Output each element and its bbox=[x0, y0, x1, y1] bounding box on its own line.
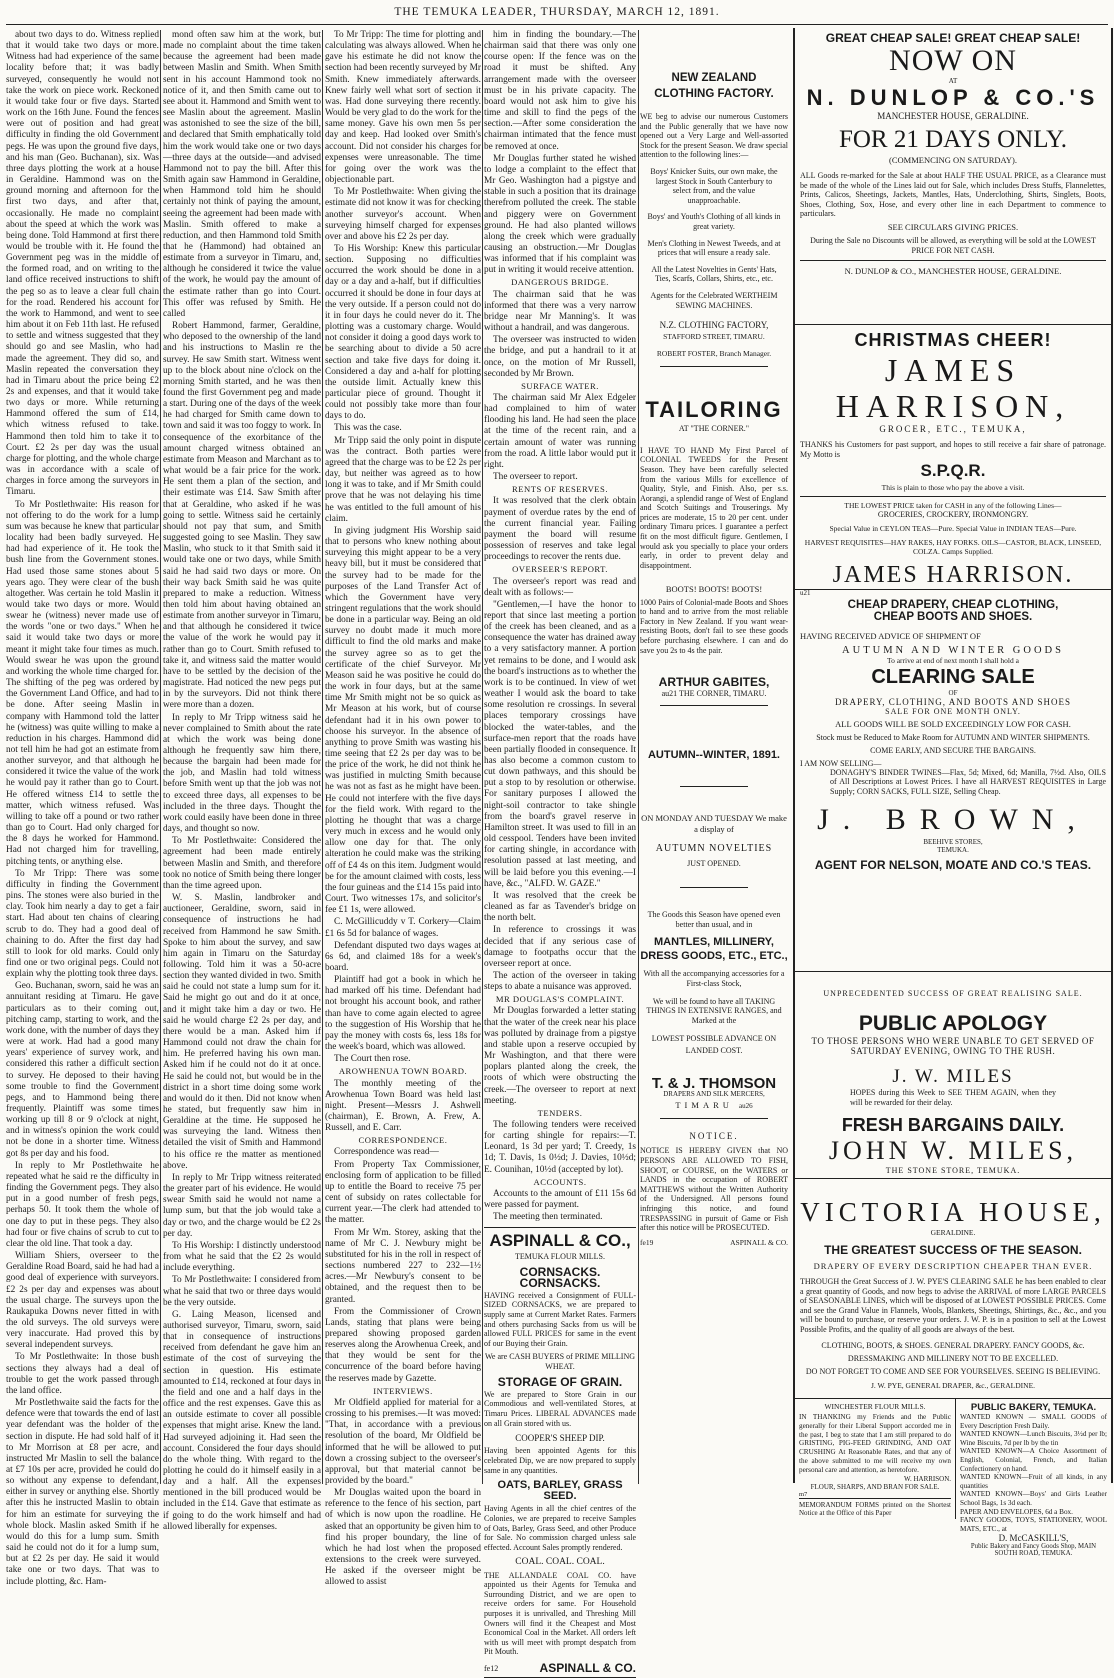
sheep-dip-heading: COOPER'S SHEEP DIP. bbox=[515, 1433, 605, 1444]
column-4 bbox=[484, 30, 636, 1675]
tailoring-title: TAILORING bbox=[645, 396, 783, 422]
aspinall-sub: TEMUKA FLOUR MILLS. bbox=[514, 1252, 605, 1262]
bakery-w4: WANTED KNOWN—Fruit of all kinds, in any quantities bbox=[960, 1473, 1107, 1490]
paragraph: William Shiers, overseer to the Geraldine Road Board, said he had had a good deal of experience with surveyors. £2 2s per day and expenses was about the usual charge. The surveys upon the Raukapuka Downs never fitted in with the old surveys. The old surveys were very inaccurate. Had proved this by several independent surveys. bbox=[6, 1251, 159, 1351]
nz-item: All the Latest Novelties in Gents' Hats, Ties, Scarfs, Collars, Shirts, etc., etc. bbox=[651, 264, 777, 284]
boots-title: BOOTS! BOOTS! BOOTS! bbox=[665, 584, 763, 595]
paragraph: From the Commissioner of Crown Lands, stating that plans were being prepared showing proposed garden reserves along the Arowhenua Creek, and that they would be sent for the concurrence of the board before having the reserves made by Gazette. bbox=[325, 1306, 481, 1384]
nz-clothing-ad bbox=[640, 70, 788, 360]
aw-novelties: AUTUMN NOVELTIES bbox=[655, 842, 773, 854]
dunlop-days: FOR 21 DAYS ONLY. bbox=[838, 126, 1068, 153]
section-heading: AROWHENUA TOWN BOARD. bbox=[338, 1066, 468, 1077]
aw-p4: We will be found to have all TAKING THINGS IN EXTENSIVE RANGES, and Marked at the bbox=[646, 996, 782, 1025]
nz-item: Boys' Knicker Suits, our own make, the largest Stock in South Canterbury to select from, and the value unapproachable. bbox=[650, 166, 778, 205]
victoria-name: VICTORIA HOUSE, bbox=[800, 1197, 1106, 1227]
brown-ad bbox=[795, 590, 1111, 972]
victoria-line3: DO NOT FORGET TO COME AND SEE FOR YOURSELVES. SEEING IS BELIEVING. bbox=[805, 1366, 1101, 1376]
harrison-code: u21 bbox=[800, 589, 811, 598]
harrison-motto: S.P.Q.R. bbox=[920, 461, 986, 481]
miles-store: THE STONE STORE, TEMUKA. bbox=[885, 1166, 1021, 1176]
paragraph: Mr Oldfield applied for material for a crossing to his premises.—It was moved: "That, in accordance with a previous resolution of the board, Mr Oldfield be informed that he will be allowed to put down a crossing subject to the overseer's approval, but that material cannot be provided by the board." bbox=[325, 1397, 481, 1486]
harrison-special: Special Value in CEYLON TEAS—Pure. Special Value in INDIAN TEAS—Pure. bbox=[829, 524, 1077, 534]
column-divider bbox=[322, 30, 323, 1484]
harrison-lines: GROCERIES, CROCKERY, IRONMONGRY. bbox=[877, 510, 1029, 520]
bakery-w6: PAPER AND ENVELOPES, 6d a Box. bbox=[960, 1507, 1073, 1516]
brown-p12: DONAGHY'S BINDER TWINES—Flax, 5d; Mixed, 6d; Manilla, 7½d. Also, OILS of All Descriptions at Lowest Prices. I have all HARVEST REQUISITES in Large Supply; CORN SACKS, FULL SIZE, Selling Cheap. bbox=[830, 767, 1106, 796]
section-heading: INTERVIEWS. bbox=[373, 1385, 433, 1396]
paragraph: Geo. Buchanan, sworn, said he was an annuitant residing at Timaru. He gave particulars as to their coming out, pitching camp, starting to work, and the work done, with the number of days they were at work. Had had a good many years' experience of survey work, and considered this rather a difficult section to survey. He deposed to their having some trouble to find the Government pegs, and to Hammond being there frequently. Plaintiff was some times working up till 8 or 9 o'clock at night, and in witness's opinion the work could not be done in a shorter time. Witness got 8s per day and his food. bbox=[6, 981, 159, 1159]
harrison-trade: GROCER, ETC., TEMUKA, bbox=[879, 424, 1027, 434]
thomson-sub: DRAPERS AND SILK MERCERS, bbox=[663, 1089, 765, 1098]
dunlop-ad bbox=[795, 28, 1111, 325]
paragraph: G. Laing Meason, licensed and authorised surveyor, Timaru, sworn, said that in consequence of instructions received from defendant he gave him an estimate of the cost of surveying the section in question. His estimate amounted to £14, reckoned at four days in the field and one and a half days in the office and the rest expenses. Gave this as an outside estimate to cover all possible expenses that might arise. Knew the land. Had surveyed adjoining it. Had seen the account. Considered the four days should do the whole thing. With regard to the plotting he could do it himself easily in a day and a half. All the expenses mentioned in the bill produced would be included in the £14. Gave that estimate as if going to do the work himself and had allowed liberally for expenses. bbox=[163, 1309, 321, 1532]
paragraph: In reply to Mr Tripp witness reiterated the greater part of his evidence. He would swear Smith said he would not name a lump sum, but that the job would take a day or two, and the charge would be £2 2s per day. bbox=[163, 1172, 321, 1239]
gabites-name: ARTHUR GABITES, bbox=[658, 675, 770, 690]
dunlop-at: AT bbox=[948, 77, 958, 85]
section-heading: SURFACE WATER. bbox=[521, 380, 599, 391]
harrison-lowest: THE LOWEST PRICE taken for CASH in any of the following Lines— bbox=[844, 501, 1062, 511]
dunlop-circulars: SEE CIRCULARS GIVING PRICES. bbox=[887, 221, 1019, 232]
paragraph: It was resolved that the creek be cleaned as far as Tavender's bridge on the north belt. bbox=[484, 890, 636, 924]
brown-clearing: CLEARING SALE bbox=[871, 666, 1035, 688]
dunlop-sign: N. DUNLOP & CO., MANCHESTER HOUSE, GERALDINE. bbox=[844, 266, 1062, 277]
paragraph: Mr Postlethwaite said the facts for the defence were that towards the end of last year defendant was the holder of the section in dispute. He had sold half of it to Mr Morrison at £8 per acre, and instructed Mr Maslin to sell the balance at £7 10s per acre, provided he could do so without any expense to defendant, either in survey or anything else. Shortly after this he instructed Maslin to obtain for him an estimate for surveying the whole block. Maslin asked Smith if he would do this for a lump sum. Smith said he could not do it for a lump sum, but at £2 2s per day. He said it would take one or two days. That was to include plotting, &c. Ham- bbox=[6, 1398, 159, 1587]
paragraph: The overseer to report. bbox=[493, 472, 578, 483]
cornsacks-text: HAVING received a Consignment of FULL-SIZED CORNSACKS, we are prepared to supply same at Current Market Rates. Farmers and others purchasing Sacks from us will be allowed FULL PRICES for same in the event of our Buying their Grain. bbox=[484, 1290, 636, 1348]
tailoring-body: I HAVE TO HAND My First Parcel of COLONIAL TWEEDS for the Present Season. They have been carefully selected from the various Mills for excellence of Quality, Style, and Finish. Also, per s.s. Aorangi, a splendid range of West of England and Scotch Suitings and Trouserings. My prices are moderate, 15 to 20 per cent. under ordinary Timaru prices. I guarantee a perfect fit on the most difficult figure. Gentlemen, I would ask you specially to place your orders early, in order to prevent delay and disappointment. bbox=[640, 445, 788, 570]
column-divider bbox=[638, 30, 639, 1484]
harrison-plain: This is plain to those who pay the above a visit. bbox=[881, 483, 1025, 493]
paragraph: about two days to do. Witness replied that it would take two days or more. Witness had had experience of the same locality before that; it was badly surveyed, consequently he would not take the work on piece work. Reckoned it would take four or five days. Started work on the 16th June. Found the fences were out of position and had great difficulty in finding the old Government pegs. He was upon the ground five days, and his man (Geo. Buchanan), six. Was three days plotting the work at a house in Geraldine. Hammond was on the ground morning and afternoon for the first two days, and after that, occasionally. He made no complaint about the speed at which the work was being done. Told Hammond at first there would be trouble with it. He found the Government peg was in the middle of the formed road, and on writing to the land office received instructions to shift the peg so as to leave a clear full chain for the road. Rendered his account for the work to Hammond, and went to see him about it on Feb 11th last. He refused to settle and witness suggested that they should go and see Maslin, who had made the agreement. They did so, and Maslin repeated the conversation they had in Timaru about the price being £2 2s and expenses, and that it would take two days or more. While returning Hammond offered the sum of £14, which witness refused to take. Hammond then told him to take it to Court. £2 2s per day was the usual charge for plotting, and the whole charge was in accordance with a scale of charges in force among the surveyors in Timaru. bbox=[6, 30, 159, 498]
dunlop-top: GREAT CHEAP SALE! GREAT CHEAP SALE! bbox=[825, 31, 1081, 45]
aw-p3: With all the accompanying accessories for a First-class Stock, bbox=[643, 969, 785, 989]
nz-item: Boys' and Youth's Clothing of all kinds in great variety. bbox=[647, 212, 781, 231]
notice-ad bbox=[640, 1131, 788, 1248]
harrison-harvest: HARVEST REQUISITES—HAY RAKES, HAY FORKS. OILS—CASTOR, BLACK, LINSEED, COLZA. Camps Supplied. bbox=[804, 538, 1102, 557]
victoria-line2: DRESSMAKING AND MILLINERY NOT TO BE EXCELLED. bbox=[847, 1353, 1059, 1363]
mills-ad bbox=[795, 1399, 956, 1519]
section-heading: DANGEROUS BRIDGE. bbox=[511, 277, 609, 288]
paragraph: Robert Hammond, farmer, Geraldine, who deposed to the ownership of the land and his instructions to Maslin re the survey. He saw Smith start. Witness went up to the block about nine o'clock on the morning Smith started, and he was then found the first Government peg and made a start. During one of the days of the week he had charged for Smith came down to town and said it was too foggy to work. In consequence of the exorbitance of the amount charged witness obtained an estimate from Meason and Marchant as to what would be a fair price for the work. He sent them a plan of the section, and their estimate was £14. Saw Smith after that at Geraldine, who asked if he was going to settle. Witness said he certainly should not pay that sum, and Smith suggested going to see Maslin. They saw Maslin, who stuck to it that Smith said it would take one or two days, while Smith said he had said two days or more. On their way back Smith said he was quite prepared to make a reduction. Witness then told him about having obtained an estimate from another surveyor in Timaru, and that although he considered it twice the value of the work he would pay it rather than go to Court. Smith refused to take it, and witness said the matter would have to be settled by the decision of the magistrate. Had noticed the new pegs put in by the surveyors. Did not think there were more than a dozen. bbox=[163, 321, 321, 711]
nz-item: Men's Clothing in Newest Tweeds, and at prices that will ensure a ready sale. bbox=[647, 238, 781, 258]
miles-jw: J. W. MILES bbox=[892, 1066, 1014, 1087]
column-5 bbox=[640, 30, 788, 1482]
notice-sign: ASPINALL & CO. bbox=[730, 1237, 788, 1247]
bakery-w5: WANTED KNOWN—Boys' and Girls Leather School Bags, 1s 3d each. bbox=[960, 1490, 1107, 1507]
notice-title: NOTICE. bbox=[689, 1131, 739, 1142]
brown-p10: COME EARLY, AND SECURE THE BARGAINS. bbox=[870, 745, 1036, 755]
aw-p2: The Goods this Season have opened even better than usual, and in bbox=[647, 910, 781, 929]
miles-apology: PUBLIC APOLOGY bbox=[858, 1012, 1048, 1035]
paragraph: From Mr Wm. Storey, asking that the name of Mr C. J. Newbury might be substituted for his in the roll in respect of sections numbered 227 to 232—1½ acres.—Mr Newbury's consent to be obtained, and the request then to be granted. bbox=[325, 1227, 481, 1305]
section-heading: CORRESPONDENCE. bbox=[358, 1135, 448, 1146]
bakery-w3: WANTED KNOWN—A Choice Assortment of English, Colonial, French, and Italian Confectionery on hand. bbox=[960, 1447, 1107, 1473]
column-3 bbox=[325, 30, 481, 1588]
oats-text: Having Agents in all the chief centres of the Colonies, we are prepared to receive Samples of Oats, Barley, Grass Seed, and other Produce for Sale. No commission charged unless sale effected. Account Sales promptly rendered. bbox=[484, 1504, 636, 1552]
brown-p2: AUTUMN AND WINTER GOODS bbox=[842, 645, 1064, 656]
brown-p8: ALL GOODS WILL BE SOLD EXCEEDINGLY LOW FOR CASH. bbox=[835, 719, 1071, 729]
mills-code: m7 bbox=[799, 1490, 808, 1498]
brown-p11: I AM NOW SELLING— bbox=[800, 758, 882, 768]
paragraph: Correspondence was read— bbox=[334, 1147, 439, 1158]
aspinall-code: fe12 bbox=[484, 1663, 499, 1673]
brown-agent: AGENT FOR NELSON, MOATE AND CO.'S TEAS. bbox=[814, 858, 1092, 873]
autumn-winter-ad bbox=[640, 750, 788, 1112]
aw-body: ON MONDAY AND TUESDAY We make a display of bbox=[641, 812, 787, 834]
dunlop-body: ALL Goods re-marked for the Sale at about HALF THE USUAL PRICE, as a Clearance must be made of the whole of the Lines laid out for Sale, which includes Dress Stuffs, Flannelettes, Prints, Calicos, Sheetings, Jackets, Mantles, Hats, Underclothing, Shirts, Singlets, Boots, Shoes, Clothing, Sox, Hose, and every other line in each Department to commence to particulars. bbox=[800, 171, 1106, 219]
section-heading: MR DOUGLAS'S COMPLAINT. bbox=[495, 994, 625, 1005]
brown-name: J. BROWN, bbox=[817, 803, 1089, 837]
brown-p3: To arrive at end of next month I shall hold a bbox=[887, 656, 1019, 665]
column-4-text bbox=[484, 30, 636, 1223]
brown-p6: DRAPERY, CLOTHING, AND BOOTS AND SHOES bbox=[834, 697, 1072, 707]
section-heading: OVERSEER'S REPORT. bbox=[512, 564, 608, 575]
paragraph: From Property Tax Commissioner, enclosing form of application to be filled up to entitle the Board to receive 75 per cent of subsidy on rates collectable for current year.—The clerk had attended to the matter. bbox=[325, 1159, 481, 1226]
paragraph: W. S. Maslin, landbroker and auctioneer, Geraldine, sworn, said in consequence of instructions he had received from Hammond he saw Smith. Spoke to him about the survey, and saw him again in Timaru on the Saturday following. Told him it was a 50-acre section they wanted divided in two. Smith said he could not state a lump sum for it. Said he might go out and do it at once, and it might take him a day or two. He said he would charge £2 2s per day, and there would be a man. Asked him if Hammond could not draw the chain for him. He preferred having his own man. Asked him if he could not do it at once. He said he could not, but would be in the district in a short time doing some work and would do it then. Did not know when he stated, but frequently saw him in Geraldine at the time. He supposed he was surveying the land. Witness then detailed the visit of Smith and Hammond to his office re the matter as mentioned above. bbox=[163, 893, 321, 1171]
brown-of: OF bbox=[948, 689, 958, 697]
storage-heading: STORAGE OF GRAIN. bbox=[497, 1374, 623, 1389]
victoria-sign: J. W. PYE, GENERAL DRAPER, &c., GERALDINE. bbox=[870, 1380, 1036, 1390]
paragraph: The overseer was instructed to widen the bridge, and put a handrail to it at once, on the motion of Mr Russell, seconded by Mr Brown. bbox=[484, 335, 636, 379]
brown-p9: Stock must be Reduced to Make Room for AUTUMN AND WINTER SHIPMENTS. bbox=[816, 733, 1090, 742]
coal-heading: COAL. COAL. COAL. bbox=[515, 1557, 605, 1568]
paragraph: The overseer's report was read and dealt with as follows:— bbox=[484, 576, 636, 598]
nz-body: WE beg to advise our numerous Customers and the Public generally that we have now opened out a Very Large and Well-assorted Stock for the present Season. We draw special attention to the following lines:— bbox=[640, 112, 788, 160]
bakery-title: PUBLIC BAKERY, TEMUKA. bbox=[970, 1402, 1097, 1413]
bakery-addr: Public Bakery and Fancy Goods Shop, MAIN SOUTH ROAD, TEMUKA. bbox=[970, 1543, 1097, 1558]
paragraph: "Gentlemen,—I have the honor to report that since last meeting a portion of the creek has been cleaned, and as a consequence the water has drained away to a very satisfactory manner. A portion yet remains to be done, and I would ask the board's instructions as to whether the work is to be continued. In view of wet weather I would ask the board to take some resolution re crossings. In several places temporary crossings have blocked the water-tables, and the surface-men report that the roads have been partially flooded in consequence. It has also become a common custom to cut down pathways, and this should be put a stop to by resolution or otherwise. For sanitary purposes I allowed the night-soil contractor to take shingle from the board's gravel reserve in Hamilton street. It was used to fill in an old cesspool. Tenders have been invited for carting shingle, in accordance with resolution passed at last meeting, and will be laid before you this evening.—I have, &c., "ALFD. W. GAZE." bbox=[484, 599, 636, 889]
paragraph: It was resolved that the clerk obtain payment of overdue rates by the end of the current financial year. Failing payment the board will resume possession of reserves and take legal proceedings to recover the rents due. bbox=[484, 496, 636, 563]
aw-p5: LOWEST POSSIBLE ADVANCE ON LANDED COST. bbox=[651, 1034, 777, 1055]
column-divider bbox=[160, 30, 161, 1484]
paragraph: The following tenders were received for carting shingle for repairs:—T. Leonard, 1s 3d per yard; T. Creedy, 1s 1d; T. Davis, 1s 0½d; J. Davies, 10½d; E. Counihan, 10½d (accepted by lot). bbox=[484, 1120, 636, 1175]
cash-buyers-text: We are CASH BUYERS of PRIME MILLING WHEAT. bbox=[484, 1352, 635, 1372]
column-1 bbox=[6, 30, 159, 1587]
nz-title: NEW ZEALAND CLOTHING FACTORY. bbox=[654, 72, 774, 100]
paragraph: Accounts to the amount of £11 15s 6d were passed for payment. bbox=[484, 1188, 636, 1211]
bakery-ad bbox=[956, 1399, 1111, 1558]
paragraph: To Mr Postlethwaite: I considered from what he said that two or three days would be the very outside. bbox=[163, 1275, 321, 1308]
bakery-w7: FANCY GOODS, TOYS, STATIONERY, WOOL MATS, ETC., at bbox=[960, 1516, 1107, 1533]
mills-body: IN THANKING my Friends and the Public generally for their Liberal Support accorded me in the past, I beg to state that I am still prepared to do GRISTING, PIG-FEED GRINDING, AND OAT CRUSHING At Reasonable Rates, and that any of the above submitted to me will receive my own personal care and attention, as heretofore. bbox=[799, 1413, 951, 1474]
paragraph: The meeting then terminated. bbox=[493, 1212, 603, 1223]
bakery-name: D. McCASKILL'S, bbox=[998, 1533, 1069, 1544]
brown-town: TEMUKA. bbox=[937, 846, 969, 855]
paragraph: To Mr Postlethwaite: His reason for not offering to do the work for a lump sum was because he knew that particular locality had been badly surveyed. He had had experience of it. He took the bush line from the Government stones. Had used those same stones about 5 years ago. They were clear of the bush altogether. Was certain he told Maslin it would take two days or more. Would swear he (witness) never made use of the words "one or two days." When he said it would take two days or more meant it might take four times as much. Would swear he was upon the ground and working the whole time charged for. The shifting of the peg was ordered by the Government Land Office, and had to be done. After seeing Maslin in company with Hammond told the latter he (witness) was quite willing to make a reduction in his charges. Hammond did not tell him he had got an estimate from another surveyor, and that although he considered it twice the value of the work he would pay it rather than go to Court. He offered witness £14 to settle the matter, which witness refused. Was willing to take off a pound or two rather than go to Court. Had only charged for the 8 days he worked for Hammond. Had not charged him for travelling, pitching tents, or anything else. bbox=[6, 499, 159, 867]
tailoring-ad bbox=[640, 397, 788, 700]
brown-h1: CHEAP DRAPERY, CHEAP CLOTHING, bbox=[847, 599, 1059, 611]
memo-forms: MEMORANDUM FORMS printed on the Shortest Notice at the Office of this Paper bbox=[799, 1498, 951, 1518]
paragraph: The Court then rose. bbox=[334, 1054, 411, 1065]
paragraph: To Mr Tripp: The time for plotting and calculating was always allowed. When he gave his estimate he did not know the section had been recently surveyed by Mr Smith. Knew immediately afterwards. Knew fairly well what sort of section it was. Had done surveying there recently. Would be very glad to do the work for the same money. Gave his own men 5s per day and keep. Had looked over Smith's account. Did not consider his charges for expenses were unreasonable. The time for going over the work was the objectionable part. bbox=[325, 30, 481, 186]
mills-flour: FLOUR, SHARPS, AND BRAN FOR SALE. bbox=[810, 1482, 940, 1491]
paragraph: The action of the overseer in taking steps to abate a nuisance was approved. bbox=[484, 970, 636, 993]
bakery-w2: WANTED KNOWN—Lunch Biscuits, 3½d per lb; Wine Biscuits, 7d per lb by the tin bbox=[960, 1430, 1107, 1447]
nz-items bbox=[640, 167, 788, 310]
miles-name: JOHN W. MILES, bbox=[828, 1136, 1078, 1166]
paragraph: Mr Tripp said the only point in dispute was the contract. Both parties were agreed that the charge was to be £2 2s per day, but neither was agreed as to how long it was to take, and if Mr Smith could prove that he was not delaying his time he was entitled to the full amount of his claim. bbox=[325, 435, 481, 524]
paragraph: The monthly meeting of the Arowhenua Town Board was held last night. Present—Messrs J. Ashwell (chairman), E. Brown, A. Frew, A. Russell, and E. Carr. bbox=[325, 1078, 481, 1134]
tailoring-sub: AT "THE CORNER." bbox=[678, 423, 750, 433]
coal-text: THE ALLANDALE COAL CO. have appointed us their Agents for Temuka and Surrounding District, and we are open to receive orders for same. For Household purposes it is unrivalled, and Threshing Mill Owners will find it the Cheapest and Most Economical Coal in the Market. All orders left with us will meet with prompt despatch from Pit Mouth. bbox=[484, 1570, 636, 1657]
paragraph: In giving judgment His Worship said that to persons who knew nothing about surveying this might appear to be a very heavy bill, but it must be considered that the survey had to be made for the purposes of the Land Transfer Act of which the Government have very stringent regulations that the work should be done in a particular way. Being an old survey no doubt made it much more difficult to find the old marks and make the survey agree so as to get the certificate of the chief Surveyor. Mr Meason said he was positive he could do the work in four days, but at the same time Mr Smith might not be so quick as Mr Meason at his work, but of course defendant had it in his own power to choose his surveyor. In the absence of anything to prove Smith was wasting his time seeing that £2 2s per day was to be the price of the work, he did not think he was justified in mulcting Smith because he was not as fast as he might have been. He could not interfere with the five days for the field work. With regard to the plotting he thought that was a charge very much in excess and he would only allow one day for that. The only alteration he could make was the striking off of £4 4s on this item. Judgment would be for the amount claimed with costs, less the four guineas and the £14 15s paid into Court. Two witnesses 17s, and solicitor's fee £1 1s, were allowed. bbox=[325, 525, 481, 916]
thomson-name: T. & J. THOMSON bbox=[651, 1074, 777, 1092]
aw-mantles: MANTLES, MILLINERY, DRESS GOODS, ETC., ETC., bbox=[640, 936, 788, 963]
paragraph: C. McGillicuddy v T. Corkery—Claim £1 6s 5d for balance of wages. bbox=[325, 917, 481, 939]
dunlop-house: MANCHESTER HOUSE, GERALDINE. bbox=[877, 111, 1029, 121]
victoria-ad bbox=[795, 1179, 1111, 1399]
brown-p1: HAVING RECEIVED ADVICE OF SHIPMENT OF bbox=[800, 631, 981, 641]
nz-manager: ROBERT FOSTER, Branch Manager. bbox=[656, 349, 772, 359]
harrison-ad bbox=[795, 325, 1111, 598]
column-divider bbox=[482, 30, 483, 1484]
paragraph: To His Worship: Knew this particular section. Supposing no difficulties occurred the work should be done in a day or a day and a-half, but if difficulties occurred it should be done in four days at the very outside. If a person could not do it in four days he could never do it. The plotting was a customary charge. Would not consider it doing a good days work to be searching about to divide a 50 acre section and take five days for doing it. Considered a day and a-half for plotting the outside limit. Actually knew this particular piece of ground. Thought it could not possibly take more than four days to do. bbox=[325, 243, 481, 422]
section-heading: ACCOUNTS. bbox=[533, 1176, 587, 1187]
mills-title: WINCHESTER FLOUR MILLS. bbox=[824, 1402, 926, 1411]
paragraph: In reply to Mr Tripp witness said he never complained to Smith about the rate at which the work was being done although he frequently saw him there, because the bargain had been made for the job, and Maslin had told witness before Smith went up that the job was not to exceed three days, all expenses to be included in the three days. Thought the work could easily have been done in three days, and thought so now. bbox=[163, 712, 321, 835]
dunlop-note: During the Sale no Discounts will be allowed, as everything will be sold at the LOWEST PRICE FOR NET CASH. bbox=[810, 235, 1096, 255]
miles-fresh: FRESH BARGAINS DAILY. bbox=[841, 1115, 1065, 1136]
harrison-thanks: THANKS his Customers for past support, and hopes to still receive a fair share of patronage. My Motto is bbox=[800, 440, 1106, 459]
bottom-ads bbox=[795, 1399, 1111, 1558]
section-heading: TENDERS. bbox=[537, 1107, 583, 1118]
victoria-h2: DRAPERY OF EVERY DESCRIPTION CHEAPER THAN EVER. bbox=[813, 1261, 1093, 1271]
aspinall-name: ASPINALL & CO., bbox=[489, 1231, 631, 1251]
paragraph: To His Worship: I distinctly understood from what he said that the £2 2s would include everything. bbox=[163, 1240, 321, 1274]
dunlop-commencing: (COMMENCING ON SATURDAY). bbox=[889, 155, 1017, 165]
paragraph: Defendant disputed two days wages at 6s 6d, and claimed 18s for a week's board. bbox=[325, 940, 481, 973]
paragraph: Mr Douglas forwarded a letter stating that the water of the creek near his place was polluted by drainage from a pigstye and stable upon a reserve occupied by Mr Washington, and that there were poplars planted along the creek, the roots of which were obstructing the creek.—The overseer to report at next meeting. bbox=[484, 1006, 636, 1106]
notice-code: fe19 bbox=[640, 1237, 654, 1247]
paragraph: Mr Douglas waited upon the board in reference to the fence of his section, part of which is now upon the roadline. He asked that an opportunity be given him to find his proper boundary, the line of which he had lost when the proposed extensions to the creek were surveyed. He asked if the overseer might be allowed to assist bbox=[325, 1488, 481, 1588]
gabites-addr: THE CORNER, TIMARU. bbox=[679, 689, 767, 699]
dunlop-now: NOW ON bbox=[889, 44, 1017, 77]
miles-unprecedented: UNPRECEDENTED SUCCESS OF GREAT REALISING SALE. bbox=[823, 989, 1083, 998]
aspinall-sign: ASPINALL & CO. bbox=[539, 1660, 636, 1675]
paragraph: In reply to Mr Postlethwaite he repeated what he said re the difficulty in finding the Government pegs. They also put in a good number of fresh pegs, perhaps 50. It took them the whole of one day to put in these pegs. They also had four or five chains of scrub to cut to clear the old line. That took a day. bbox=[6, 1160, 159, 1249]
brown-h2: CHEAP BOOTS AND SHOES. bbox=[873, 611, 1033, 623]
paragraph: Plaintiff had got a book in which he had marked off his time. Defendant had not brought his account book, and rather than have to come again elected to agree to the suggestion of His Worship that he pay the money with costs 6s, less 18s for the week's board, which was allowed. bbox=[325, 975, 481, 1053]
paragraph: This was the case. bbox=[334, 423, 402, 434]
brown-store: BEEHIVE STORES, bbox=[923, 838, 983, 847]
header-rule bbox=[6, 24, 1108, 25]
harrison-cheer: CHRISTMAS CHEER! bbox=[854, 330, 1052, 350]
sheep-dip-text: Having been appointed Agents for this celebrated Dip, we are now prepared to supply same in any quantities. bbox=[484, 1446, 636, 1475]
harrison-name: JAMES HARRISON, bbox=[835, 352, 1071, 424]
dunlop-name: N. DUNLOP & CO.'S bbox=[806, 85, 1100, 110]
boots-body: 1000 Pairs of Colonial-made Boots and Shoes to hand and to arrive from the most reliable Factory in New Zealand. If you want wear-resisting Boots, don't fail to see these goods before purchasing elsewhere. I can and do save you 2s to 4s the pair. bbox=[640, 597, 788, 655]
notice-body: NOTICE IS HEREBY GIVEN that NO PERSONS ARE ALLOWED TO FISH, SHOOT, or COURSE, on the WATERS or LANDS in the occupation of ROBERT MATTHEWS without the Written Authority of the Undersigned. All persons found infringing this notice, and found TRESPASSING in pursuit of Game or Fish after this notice will be PROSECUTED. bbox=[640, 1146, 788, 1233]
miles-apology-body: TO THOSE PERSONS WHO WERE UNABLE TO GET SERVED OF SATURDAY EVENING, OWING TO THE RUSH. bbox=[811, 1036, 1095, 1056]
paragraph: him in finding the boundary.—The chairman said that there was only one course open: If the fence was on the road it must be shifted. Any arrangement made with the overseer must be in his private capacity. The board would not ask him to give his time and skill to find the pegs of the section.—After some consideration the chairman intimated that the fence must be removed at once. bbox=[484, 30, 636, 152]
paragraph: mond often saw him at the work, but made no complaint about the time taken because the agreement had been made between Maslin and Smith. When Smith sent in his account Hammond took no notice of it, and then Smith came out to see about it. Hammond and Smith went to see Maslin about the agreement. Maslin was astonished to see the size of the bill, and declared that Smith emphatically told him the work would take one or two days—three days at the outside—and advised Hammond not to pay the bill. After this Smith again saw Hammond in Geraldine, when Hammond told him he should certainly not think of paying the amount, seeing the agreement had been made with Maslin. Smith offered to make a reduction, and then Hammond told Smith that he (Hammond) had obtained an estimate from a surveyor in Timaru, and, although he considered it twice the value of the work, he would pay the amount of the estimate rather than go into Court. This offer was refused by Smith. He called bbox=[163, 30, 321, 319]
aw-open: JUST OPENED. bbox=[687, 859, 741, 869]
victoria-town: GERALDINE. bbox=[930, 1228, 976, 1237]
thomson-code: au26 bbox=[739, 1102, 753, 1111]
victoria-body: THROUGH the Great Success of J. W. PYE'S CLEARING SALE he has been enabled to clear a great quantity of Goods, and now begs to advise the ARRIVAL of more LARGE PARCELS of SEASONABLE LINES, which will be disposed of at LOWEST POSSIBLE PRICES. Come and see the Grand Value in Flannels, Wools, Blankets, Sheetings, Shirtings, &c., &c., and you will be bound to purchase, or reserve your orders. J. W. P. is in a position to sell at the Lowest Possible Profits, and the quality of all goods are always of the best. bbox=[800, 1277, 1106, 1334]
paragraph: To Mr Tripp: There was some difficulty in finding the Government pins. The stones were also buried in the clay. Took him nearly a day to get a fair start. Had about ten chains of clearing scrub to do. They had a good deal of chaining to do. After the first day had still to look for old marks. Could only find one or two original pegs. Could not explain why the plotting took three days. bbox=[6, 868, 159, 980]
page-header: THE TEMUKA LEADER, THURSDAY, MARCH 12, 1891. bbox=[394, 6, 720, 18]
aspinall-ad bbox=[484, 1227, 636, 1678]
bakery-wanted: WANTED KNOWN — SMALL GOODS of Every Description Fresh Daily. bbox=[960, 1413, 1107, 1430]
advertisements-column bbox=[793, 28, 1113, 1558]
paragraph: Mr Douglas further stated he wished to lodge a complaint to the effect that Mr Geo. Washington had a pigstye and stable in such a position that its drainage therefrom polluted the creek. The stable and piggery were on Government ground. He had also planted willows along the creek which were gradually causing an obstruction.—Mr Douglas was informed that if his complaint was put in writing it would receive attention. bbox=[484, 153, 636, 276]
brown-p7: SALE FOR ONE MONTH ONLY. bbox=[885, 707, 1021, 716]
paragraph: To Mr Postlethwaite: When giving the estimate did not know it was for checking another surveyor's account. When surveying himself charged for expenses over and above his £2 2s per day. bbox=[325, 187, 481, 242]
nz-firm: N.Z. CLOTHING FACTORY, bbox=[659, 320, 769, 331]
cornsacks-heading: CORNSACKS. CORNSACKS. bbox=[519, 1264, 601, 1290]
paragraph: To Mr Postlethwaite: In those bush sections they always had a deal of trouble to get the work passed through the land office. bbox=[6, 1352, 159, 1396]
oats-heading: OATS, BARLEY, GRASS SEED. bbox=[497, 1479, 623, 1503]
aw-title: AUTUMN--WINTER, 1891. bbox=[647, 749, 780, 762]
storage-text: We are prepared to Store Grain in our Commodious and well-ventilated Stores, at Timaru Prices. LIBERAL ADVANCES made on all Grain stored with us. bbox=[484, 1389, 636, 1428]
miles-ad bbox=[795, 972, 1111, 1179]
gabites-code: au21 bbox=[661, 689, 678, 699]
miles-hopes: HOPES during this Week to SEE THEM AGAIN, when they will be rewarded for their delay. bbox=[850, 1088, 1056, 1107]
nz-addr: STAFFORD STREET, TIMARU. bbox=[663, 332, 765, 342]
harrison-sign: JAMES HARRISON. bbox=[832, 562, 1074, 589]
paragraph: To Mr Postlethwaite: Considered the agreement had been made entirely between Maslin and Smith, and therefore took no notice of Smith being there longer than the time agreed upon. bbox=[163, 836, 321, 891]
thomson-addr: TIMARU bbox=[675, 1100, 733, 1111]
section-heading: RENTS OF RESERVES. bbox=[512, 484, 608, 495]
victoria-h1: THE GREATEST SUCCESS OF THE SEASON. bbox=[824, 1243, 1082, 1257]
column-2 bbox=[163, 30, 321, 1532]
victoria-line1: CLOTHING, BOOTS, & SHOES. GENERAL DRAPERY. FANCY GOODS, &c. bbox=[821, 1340, 1085, 1350]
paragraph: The chairman said that he was informed that there was a very narrow bridge near Mr Manning's. It was without a handrail, and was dangerous. bbox=[484, 289, 636, 334]
paragraph: In reference to crossings it was decided that if any serious case of damage to footpaths occur that the overseer report at once. bbox=[484, 925, 636, 969]
mills-sign: W. HARRISON. bbox=[904, 1474, 951, 1483]
paragraph: The chairman said Mr Alex Edgeler had complained to him of water flooding his land. He had seen the place at the time of the recent rain, and a certain amount of water was running from the road. A little labor would put it right. bbox=[484, 393, 636, 470]
nz-item: Agents for the Celebrated WERTHEIM SEWING MACHINES. bbox=[650, 290, 778, 310]
